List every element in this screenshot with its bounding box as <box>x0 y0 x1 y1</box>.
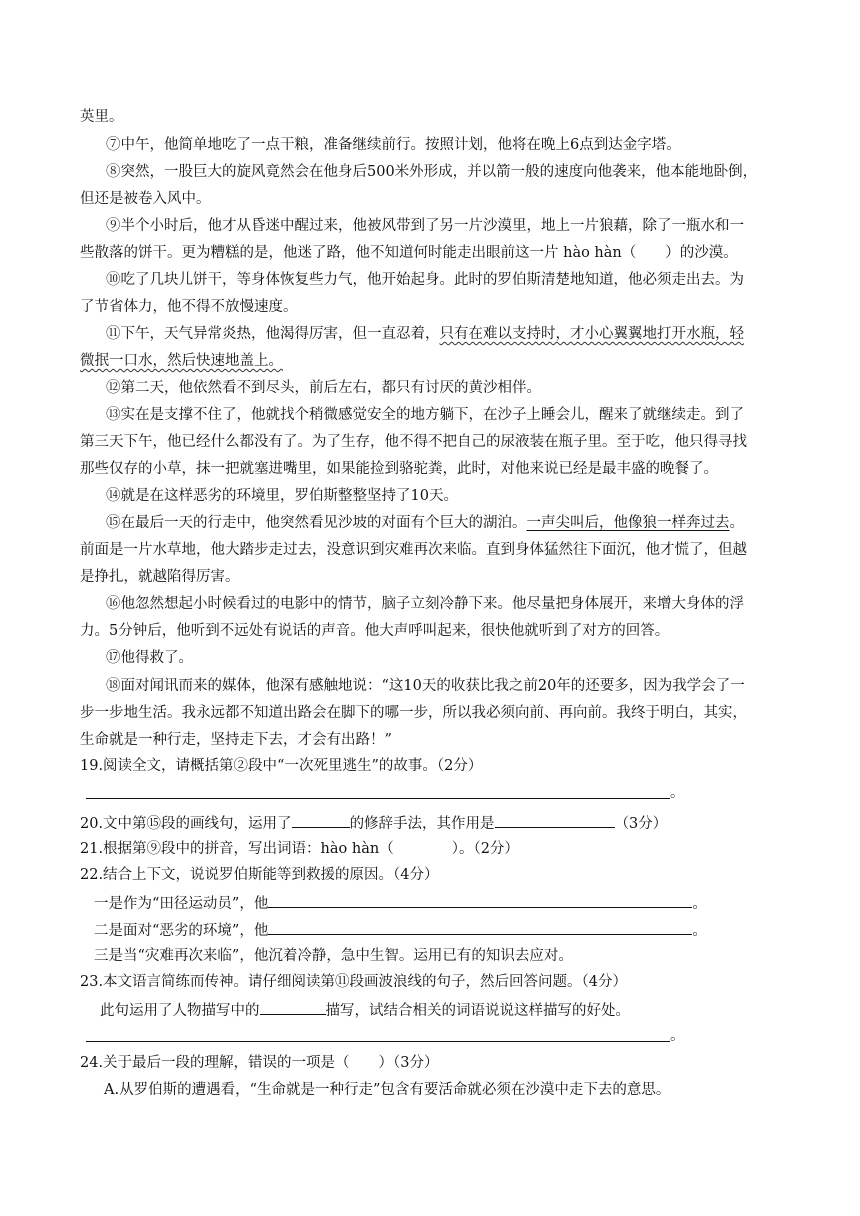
question-24: 24.关于最后一段的理解，错误的一项是（ ）（3分） <box>80 1055 439 1071</box>
paragraph-15-line-2: 前面是一片水草地，他大踏步走过去，没意识到灾难再次来临。直到身体猛然往下面沉，他才慌了，但越 <box>80 542 747 558</box>
answer-line-23-period: 。 <box>670 1028 685 1044</box>
paragraph-16-line-2: 力。5分钟后，他听到不远处有说话的声音。他大声呼叫起来，很快他就听到了对方的回答。 <box>80 623 670 639</box>
question-22-item-1-text: 一是作为“田径运动员”，他 <box>94 896 269 912</box>
question-22: 22.结合上下文，说说罗伯斯能等到救援的原因。（4分） <box>80 867 439 883</box>
paragraph-11-line-1 <box>106 325 744 343</box>
question-23-text-a: 此句运用了人物描写中的 <box>100 1003 260 1019</box>
paragraph-8-line-1: ⑧突然，一股巨大的旋风竟然会在他身后500米外形成，并以箭一般的速度向他袭来，他本能地卧倒， <box>106 164 758 180</box>
question-19: 19.阅读全文，请概括第②段中“一次死里逃生”的故事。（2分） <box>80 758 483 774</box>
underlined-sentence: 一声尖叫后，他像狼一样奔过去 <box>526 515 730 531</box>
blank-description-type[interactable] <box>260 1000 326 1015</box>
question-22-item-2 <box>94 920 707 940</box>
paragraph-8-line-2: 但还是被卷入风中。 <box>80 191 211 207</box>
question-20-text-b: 的修辞手法，其作用是 <box>349 816 495 832</box>
wavy-underlined-sentence: 只有在难以支持时，才小心翼翼地打开水瓶，轻 <box>439 326 744 342</box>
question-20-score: （3分） <box>614 816 668 832</box>
paragraph-7: ⑦中午，他简单地吃了一点干粮，准备继续前行。按照计划，他将在晚上6点到达金字塔。 <box>106 137 681 153</box>
question-20 <box>80 813 667 833</box>
answer-line-19-period: 。 <box>670 785 685 801</box>
paragraph-15-line-1 <box>106 514 744 532</box>
passage-line: 英里。 <box>80 109 124 125</box>
paragraph-13-line-2: 第三天下午，他已经什么都没有了。为了生存，他不得不把自己的尿液装在瓶子里。至于吃，他只得寻找 <box>80 434 747 450</box>
paragraph-16-line-1: ⑯他忽然想起小时候看过的电影中的情节，脑子立刻冷静下来。他尽量把身体展开，来增大身体的浮 <box>106 596 744 612</box>
paragraph-17: ⑰他得救了。 <box>106 650 193 666</box>
question-22-item-1 <box>94 893 707 913</box>
question-23-text-b: 描写，试结合相关的词语说说这样描写的好处。 <box>325 1003 630 1019</box>
blank-rhetoric[interactable] <box>292 813 350 828</box>
question-22-item-2-text: 二是面对“恶劣的环境”，他 <box>94 923 269 939</box>
question-23: 23.本文语言简练而传神。请仔细阅读第⑪段画波浪线的句子，然后回答问题。（4分） <box>80 974 628 990</box>
paragraph-15-period: 。 <box>729 515 744 531</box>
paragraph-18-line-1: ⑱面对闻讯而来的媒体，他深有感触地说：“这10天的收获比我之前20年的还要多，因为我学会了一 <box>106 678 745 694</box>
paragraph-15-plain-text: ⑮在最后一天的行走中，他突然看见沙坡的对面有个巨大的湖泊。 <box>106 515 527 531</box>
wavy-underlined-sentence-continued: 微抿一口水，然后快速地盖上。 <box>80 353 283 369</box>
answer-line-19[interactable] <box>86 798 670 799</box>
paragraph-11-line-2 <box>80 352 283 370</box>
paragraph-11-plain-text: ⑪下午，天气异常炎热，他渴得厉害，但一直忍着， <box>106 326 440 342</box>
answer-blank-22-2[interactable] <box>268 920 692 935</box>
paragraph-10-line-2: 了节省体力，他不得不放慢速度。 <box>80 299 298 315</box>
paragraph-9-line-2: 些散落的饼干。更为糟糕的是，他迷了路，他不知道何时能走出眼前这一片 hào hàn（ ）的沙漠。 <box>80 245 738 261</box>
paragraph-12: ⑫第二天，他依然看不到尽头，前后左右，都只有讨厌的黄沙相伴。 <box>106 380 541 396</box>
paragraph-9-line-1: ⑨半个小时后，他才从昏迷中醒过来，他被风带到了另一片沙漠里，地上一片狼藉，除了一瓶水和一 <box>106 218 744 234</box>
paragraph-13-line-1: ⑬实在是支撑不住了，他就找个稍微感觉安全的地方躺下，在沙子上睡会儿，醒来了就继续走。到了 <box>106 407 744 423</box>
blank-effect[interactable] <box>495 813 615 828</box>
question-21: 21.根据第⑨段中的拼音，写出词语：hào hàn（ ）。（2分） <box>80 841 519 857</box>
answer-line-23[interactable] <box>86 1041 670 1042</box>
paragraph-14: ⑭就是在这样恶劣的环境里，罗伯斯整整坚持了10天。 <box>106 488 458 504</box>
question-23-prompt <box>100 1000 630 1020</box>
paragraph-18-line-2: 步一步地生活。我永远都不知道出路会在脚下的哪一步，所以我必须向前、再向前。我终于明白，其实， <box>80 705 747 721</box>
question-22-item-1-period: 。 <box>692 896 707 912</box>
paragraph-15-line-3: 是挣扎，就越陷得厉害。 <box>80 569 240 585</box>
question-24-option-a[interactable]: A.从罗伯斯的遭遇看，“生命就是一种行走”包含有要活命就必须在沙漠中走下去的意思。 <box>104 1082 671 1098</box>
answer-blank-22-1[interactable] <box>268 893 692 908</box>
question-22-item-2-period: 。 <box>692 923 707 939</box>
question-22-item-3: 三是当“灾难再次来临”，他沉着冷静，急中生智。运用已有的知识去应对。 <box>94 948 573 964</box>
question-20-text-a: 20.文中第⑮段的画线句，运用了 <box>80 816 292 832</box>
paragraph-18-line-3: 生命就是一种行走，坚持走下去，才会有出路！” <box>80 732 392 748</box>
paragraph-13-line-3: 那些仅存的小草，抹一把就塞进嘴里，如果能捡到骆驼粪，此时，对他来说已经是最丰盛的晚餐了。 <box>80 461 718 477</box>
paragraph-10-line-1: ⑩吃了几块儿饼干，等身体恢复些力气，他开始起身。此时的罗伯斯清楚地知道，他必须走出去。为 <box>106 272 744 288</box>
